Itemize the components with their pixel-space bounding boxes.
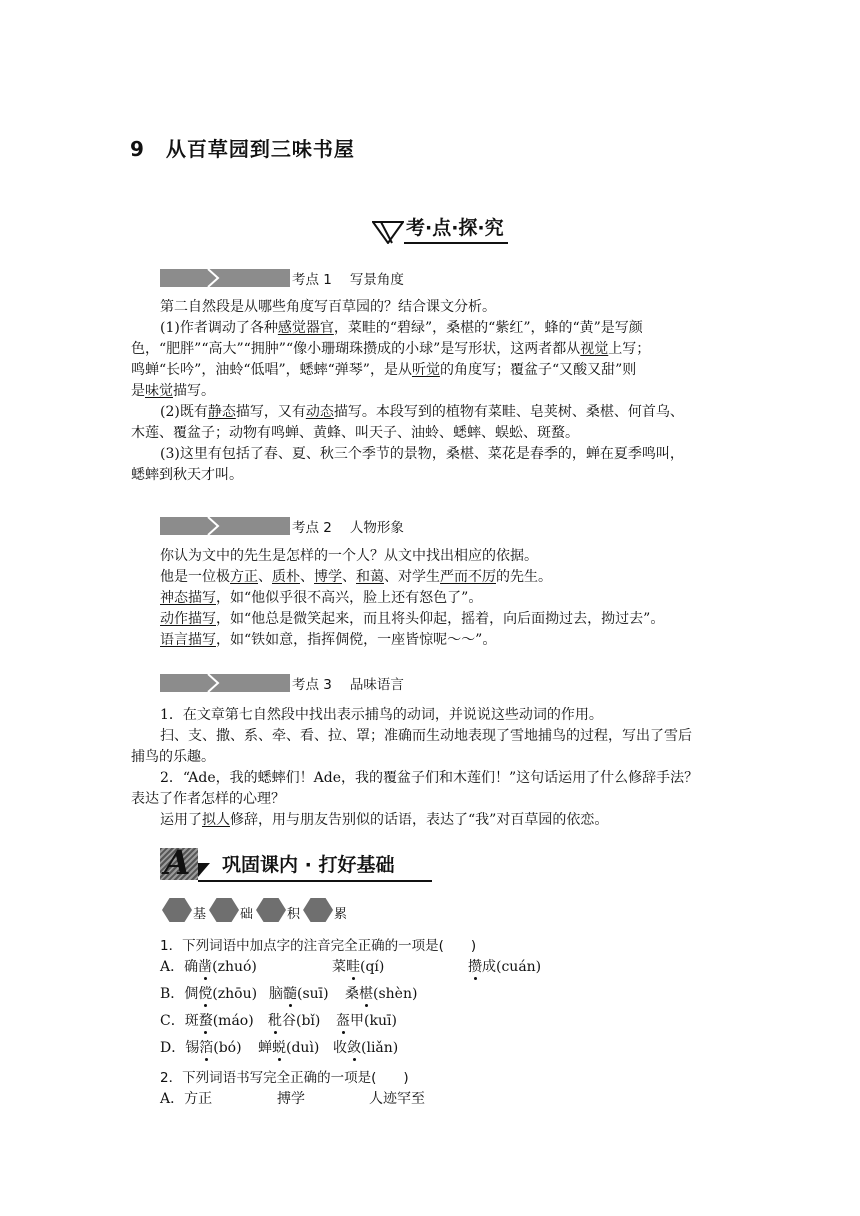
kaodian-name: 品味语言 bbox=[349, 677, 404, 693]
paragraph: 语言描写，如“铁如意，指挥倜傥，一座皆惊呢～～”。 bbox=[160, 632, 497, 648]
kaodian-label: 考点 2 bbox=[292, 520, 332, 536]
paragraph: 1．在文章第七自然段中找出表示捕鸟的动词，并说说这些动词的作用。 bbox=[160, 707, 603, 723]
question-1: 1．下列词语中加点字的注音完全正确的一项是( ) bbox=[160, 938, 477, 954]
kaodian-3-body bbox=[131, 705, 698, 831]
paragraph: 2．“Ade，我的蟋蟀们！Ade，我的覆盆子们和木莲们！”这句话运用了什么修辞手法？ bbox=[160, 770, 699, 786]
triangle-icon bbox=[198, 863, 210, 877]
kaodian-bar-icon bbox=[160, 517, 290, 535]
kaodian-label: 考点 1 bbox=[292, 272, 332, 288]
kaodian-name: 人物形象 bbox=[349, 520, 404, 536]
kaodian-bar-icon bbox=[160, 674, 290, 692]
hexagon-icon bbox=[209, 898, 239, 922]
paragraph: 第二自然段是从哪些角度写百草园的？结合课文分析。 bbox=[160, 299, 496, 315]
chapter-title: 9 从百草园到三味书屋 bbox=[130, 137, 355, 161]
paragraph: 蟋蟀到秋天才叫。 bbox=[131, 467, 243, 483]
hexagon-icon bbox=[162, 898, 192, 922]
paragraph: 是味觉描写。 bbox=[131, 383, 215, 399]
jichu-char: 础 bbox=[240, 907, 254, 922]
section-banner bbox=[372, 214, 508, 244]
jichu-char: 基 bbox=[193, 907, 207, 922]
paragraph: 你认为文中的先生是怎样的一个人？从文中找出相应的依据。 bbox=[160, 548, 538, 564]
paragraph: (3)这里有包括了春、夏、秋三个季节的景物，桑椹、菜花是春季的，蝉在夏季鸣叫， bbox=[160, 446, 684, 462]
jichu-jilei-header bbox=[162, 894, 350, 922]
a-banner-title: 巩固课内 · 打好基础 bbox=[222, 854, 395, 876]
paragraph: 运用了拟人修辞，用与朋友告别似的话语，表达了“我”对百草园的依恋。 bbox=[160, 812, 609, 828]
kaodian-label: 考点 3 bbox=[292, 677, 332, 693]
hexagon-icon bbox=[256, 898, 286, 922]
divider bbox=[198, 880, 432, 882]
hexagon-icon bbox=[303, 898, 333, 922]
paragraph: 表达了作者怎样的心理？ bbox=[131, 791, 285, 807]
paragraph: (1)作者调动了各种感觉器官，菜畦的“碧绿”，桑椹的“紫红”，蜂的“黄”是写颜 bbox=[160, 320, 643, 336]
kaodian-bar-icon bbox=[160, 269, 290, 287]
paragraph: 鸣蝉“长吟”，油蛉“低唱”，蟋蟀“弹琴”，是从听觉的角度写；覆盆子“又酸又甜”则 bbox=[131, 362, 637, 378]
question-2: 2．下列词语书写完全正确的一项是( ) bbox=[160, 1070, 409, 1086]
kaodian-2-header bbox=[160, 516, 404, 536]
paragraph: 他是一位极方正、质朴、博学、和蔼、对学生严而不厉的先生。 bbox=[160, 569, 552, 585]
paragraph: 色，“肥胖”“高大”“拥肿”“像小珊瑚珠攒成的小球”是写形状，这两者都从视觉上写； bbox=[131, 341, 651, 357]
paragraph: 神态描写，如“他似乎很不高兴，脸上还有怒色了”。 bbox=[160, 590, 483, 606]
jichu-char: 积 bbox=[287, 907, 301, 922]
paragraph: (2)既有静态描写，又有动态描写。本段写到的植物有菜畦、皂荚树、桑椹、何首乌、 bbox=[160, 404, 684, 420]
kaodian-3-header bbox=[160, 673, 404, 693]
jichu-char: 累 bbox=[334, 907, 348, 922]
a-banner bbox=[160, 845, 432, 883]
a-letter: A bbox=[164, 843, 191, 883]
kaodian-2-body bbox=[160, 546, 664, 651]
triangle-icon bbox=[372, 220, 404, 244]
kaodian-1-body bbox=[131, 297, 684, 486]
paragraph: 木莲、覆盆子；动物有鸣蝉、黄蜂、叫天子、油蛉、蟋蟀、蜈蚣、斑蝥。 bbox=[131, 425, 579, 441]
paragraph: 捕鸟的乐趣。 bbox=[131, 749, 215, 765]
paragraph: 动作描写，如“他总是微笑起来，而且将头仰起，摇着，向后面拗过去，拗过去”。 bbox=[160, 611, 665, 627]
section-banner-label: 考·点·探·究 bbox=[404, 216, 508, 244]
kaodian-name: 写景角度 bbox=[349, 272, 404, 288]
paragraph: 扫、支、撒、系、牵、看、拉、罩；准确而生动地表现了雪地捕鸟的过程，写出了雪后 bbox=[160, 728, 692, 744]
kaodian-1-header bbox=[160, 268, 404, 288]
